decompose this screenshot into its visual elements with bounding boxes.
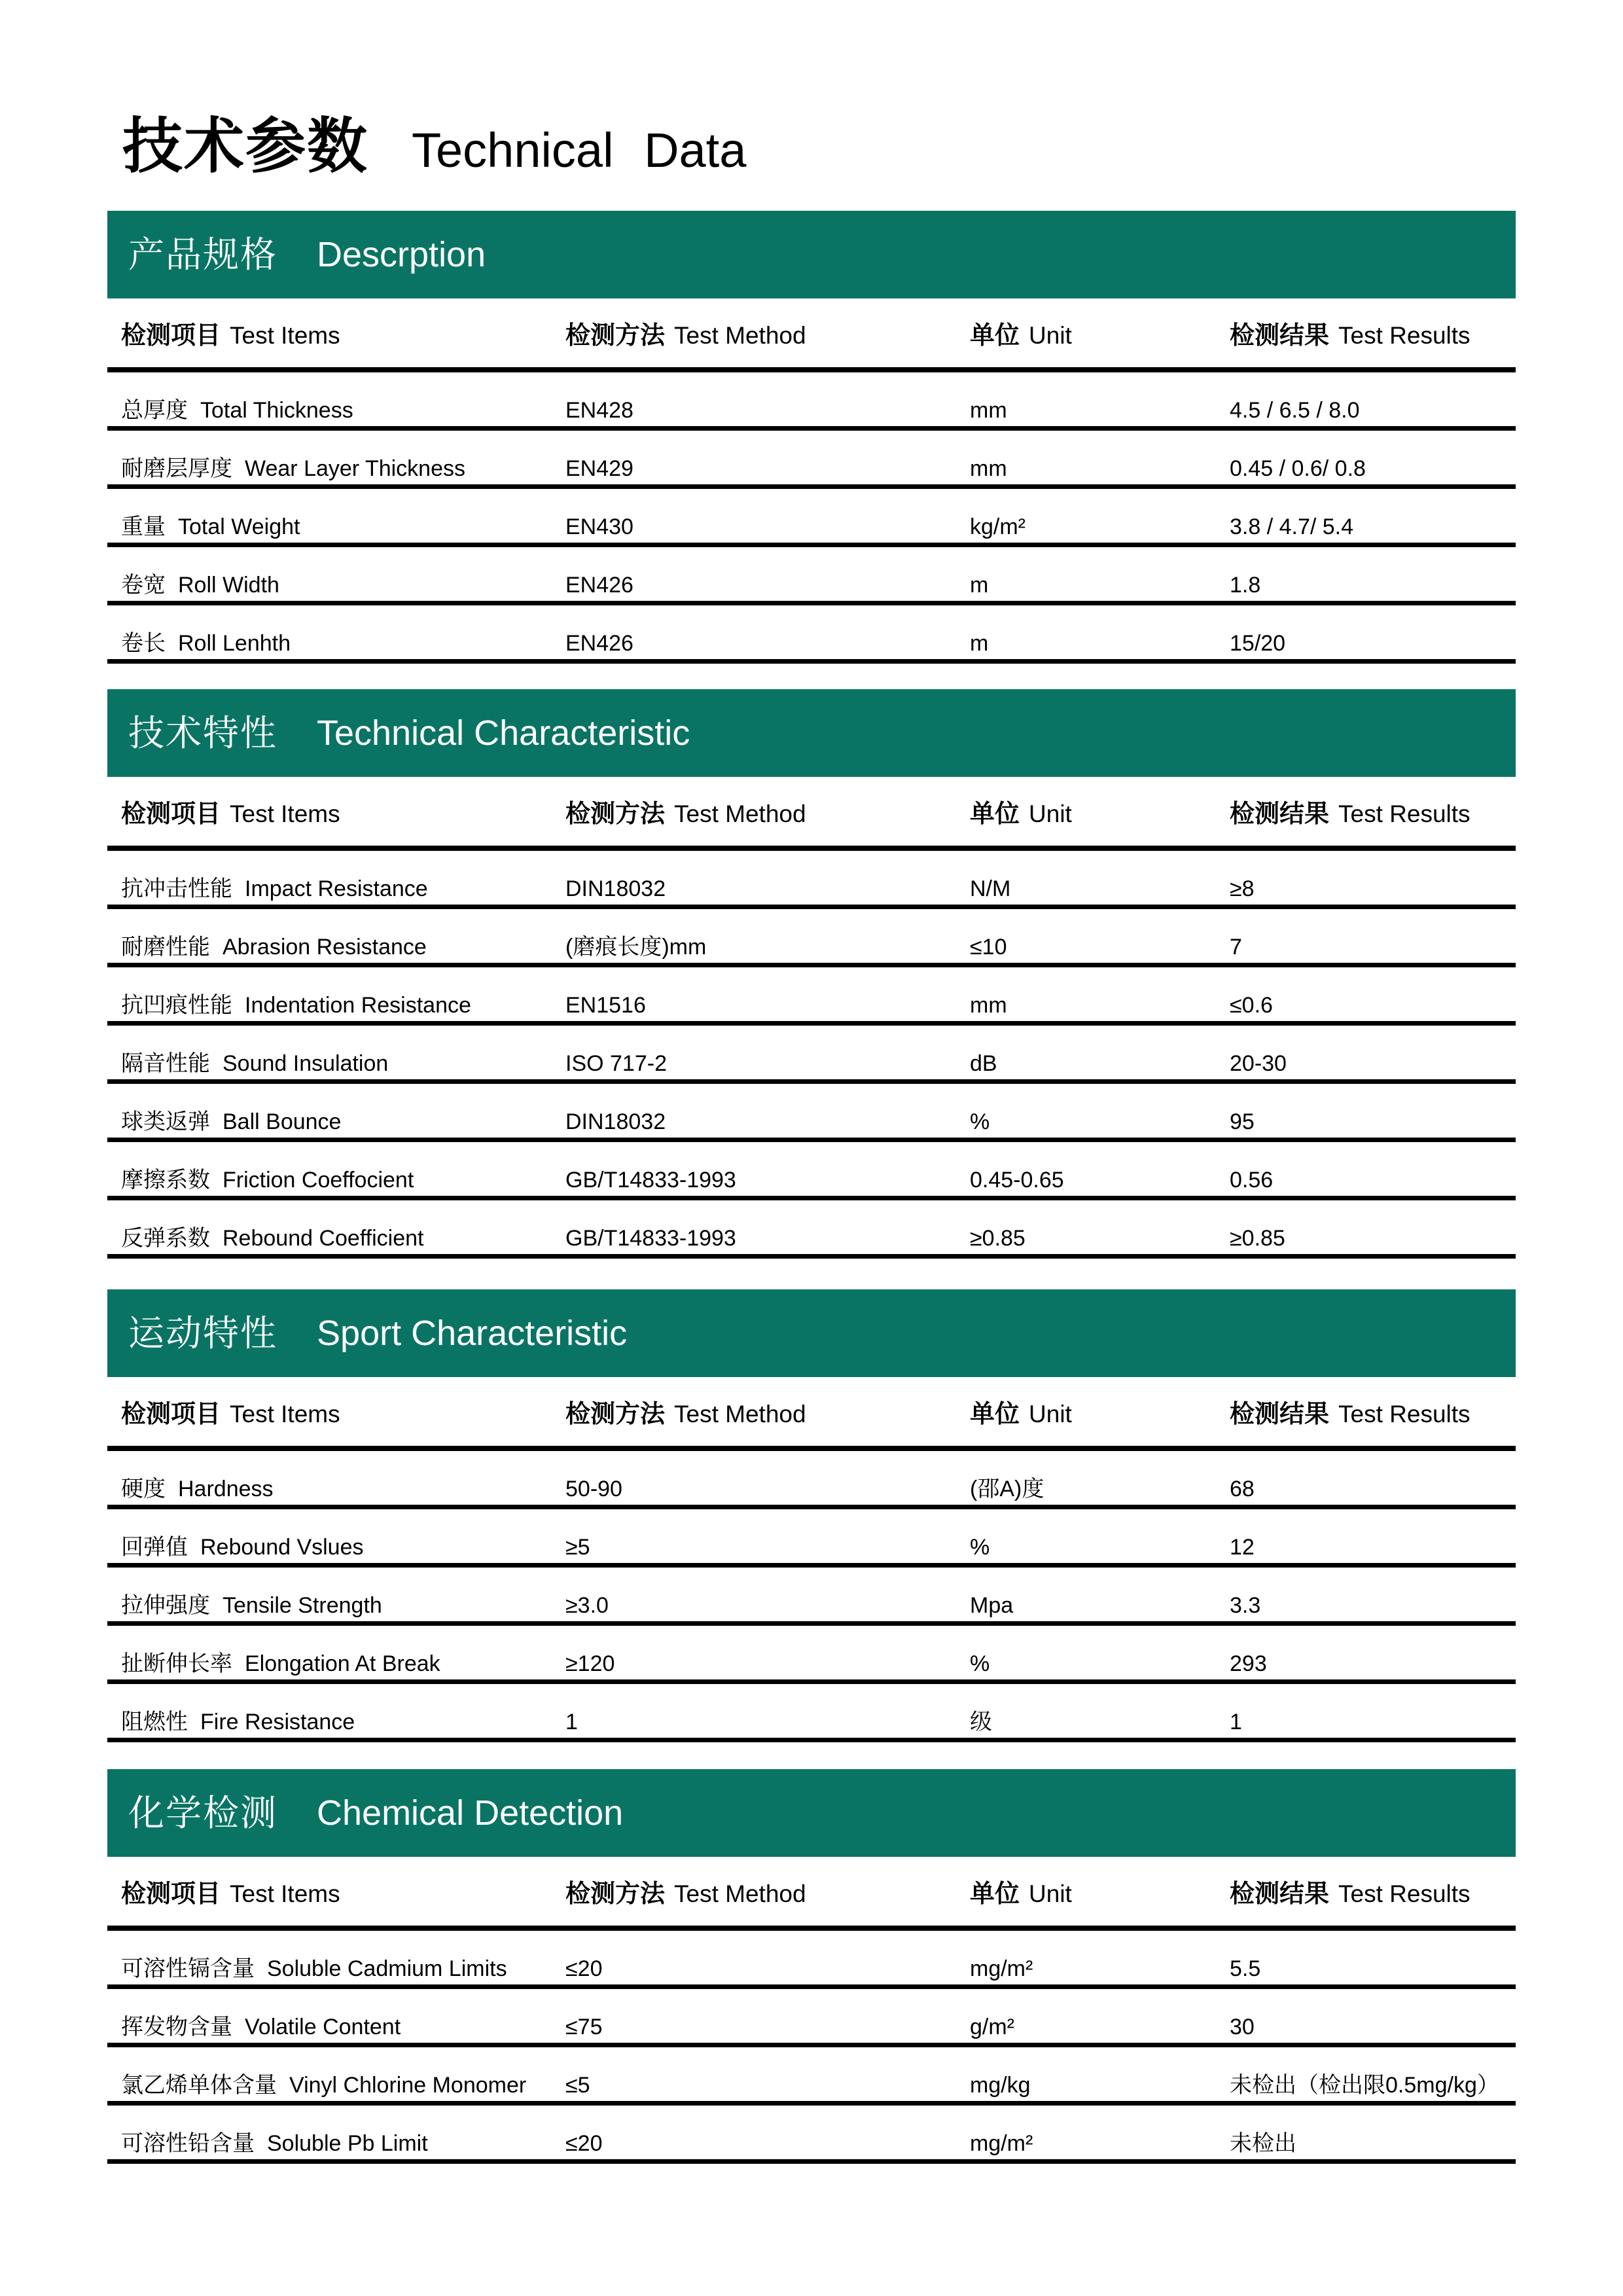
unit-cell: N/M — [970, 876, 1011, 901]
th-test-method — [565, 315, 970, 351]
item-en: Roll Width — [178, 572, 279, 598]
method-cell: GB/T14833-1993 — [565, 1225, 736, 1251]
table-row — [107, 1989, 1516, 2047]
section-title-zh: 化学检测 — [128, 1792, 278, 1833]
item-zh: 硬度 — [121, 1476, 166, 1501]
result-cell: 5.5 — [1230, 1956, 1261, 1981]
section-header-bar — [107, 211, 1516, 298]
item-cell — [121, 1651, 565, 1677]
table-row — [107, 547, 1516, 605]
item-en: Fire Resistance — [200, 1709, 355, 1734]
item-en: Soluble Cadmium Limits — [267, 1956, 507, 1981]
th-unit-en: Unit — [1029, 322, 1072, 349]
th-test-items-en: Test Items — [230, 1401, 340, 1427]
th-test-results — [1230, 793, 1516, 829]
item-zh: 卷宽 — [121, 572, 166, 598]
table-row — [107, 1509, 1516, 1568]
item-zh: 阻燃性 — [121, 1709, 188, 1734]
th-test-method-en: Test Method — [674, 322, 806, 349]
th-unit-en: Unit — [1029, 1401, 1072, 1427]
table-header-row — [107, 1377, 1516, 1451]
table-row — [107, 1084, 1516, 1142]
item-en: Volatile Content — [245, 2014, 401, 2039]
item-cell — [121, 2015, 565, 2040]
item-zh: 可溶性镉含量 — [121, 1956, 255, 1981]
method-cell: DIN18032 — [565, 876, 666, 901]
unit-cell: mg/kg — [970, 2072, 1031, 2098]
unit-cell: m — [970, 572, 989, 598]
unit-cell: mg/m² — [970, 1956, 1033, 1981]
unit-cell: % — [970, 1651, 990, 1676]
result-cell: 12 — [1230, 1534, 1255, 1560]
item-cell — [121, 1956, 565, 1982]
method-cell: ≥5 — [565, 1534, 590, 1560]
item-cell — [121, 1477, 565, 1502]
th-test-method-en: Test Method — [674, 800, 806, 827]
th-test-items-zh: 检测项目 — [121, 1401, 221, 1428]
item-en: Friction Coeffocient — [223, 1167, 414, 1193]
item-cell — [121, 1710, 565, 1735]
method-cell: EN1516 — [565, 992, 646, 1018]
section-header-bar — [107, 689, 1516, 777]
method-cell: ≤20 — [565, 2130, 603, 2156]
table-row — [107, 489, 1516, 547]
item-en: Total Weight — [178, 514, 300, 539]
item-zh: 卷长 — [121, 630, 166, 656]
th-test-results-zh: 检测结果 — [1230, 322, 1330, 350]
result-cell: 3.8 / 4.7/ 5.4 — [1230, 514, 1354, 539]
result-cell: ≤0.6 — [1230, 992, 1273, 1018]
item-en: Ball Bounce — [223, 1109, 342, 1134]
item-zh: 反弹系数 — [121, 1225, 210, 1251]
method-cell: EN430 — [565, 514, 633, 539]
item-zh: 抗冲击性能 — [121, 876, 232, 901]
method-cell: EN428 — [565, 397, 633, 423]
th-test-results — [1230, 1873, 1516, 1909]
table-row — [107, 1200, 1516, 1259]
section-technical-characteristic — [107, 689, 1516, 1259]
result-cell: 0.45 / 0.6/ 0.8 — [1230, 456, 1366, 481]
unit-cell: kg/m² — [970, 514, 1026, 539]
result-cell: 未检出 — [1230, 2130, 1296, 2156]
th-test-method-zh: 检测方法 — [565, 800, 666, 828]
section-header-bar — [107, 1769, 1516, 1857]
item-zh: 抗凹痕性能 — [121, 992, 232, 1018]
table-row — [107, 1451, 1516, 1509]
th-test-results-zh: 检测结果 — [1230, 800, 1330, 828]
unit-cell: (邵A)度 — [970, 1476, 1044, 1501]
item-en: Soluble Pb Limit — [267, 2130, 428, 2156]
unit-cell: dB — [970, 1050, 997, 1076]
section-title-en: Chemical Detection — [317, 1793, 624, 1833]
item-en: Sound Insulation — [223, 1050, 389, 1076]
section-chemical-detection — [107, 1769, 1516, 2164]
unit-cell: 级 — [970, 1709, 992, 1734]
page-title-en: Technical Data — [412, 123, 747, 177]
table-row — [107, 1684, 1516, 1742]
item-en: Vinyl Chlorine Monomer — [289, 2072, 527, 2098]
th-test-results — [1230, 1393, 1516, 1429]
method-cell: EN426 — [565, 572, 633, 598]
item-cell — [121, 1593, 565, 1619]
item-en: Indentation Resistance — [245, 992, 471, 1018]
table-row — [107, 2106, 1516, 2164]
method-cell: ≤5 — [565, 2072, 590, 2098]
unit-cell: g/m² — [970, 2014, 1014, 2039]
item-en: Impact Resistance — [245, 876, 428, 901]
unit-cell: ≥0.85 — [970, 1225, 1026, 1251]
item-zh: 氯乙烯单体含量 — [121, 2072, 277, 2098]
th-test-method — [565, 793, 970, 829]
method-cell: ≥3.0 — [565, 1592, 609, 1618]
th-unit-en: Unit — [1029, 1880, 1072, 1907]
item-cell — [121, 876, 565, 902]
result-cell: 95 — [1230, 1109, 1255, 1134]
method-cell: (磨痕长度)mm — [565, 934, 707, 960]
item-en: Hardness — [178, 1476, 274, 1501]
th-test-method-en: Test Method — [674, 1880, 806, 1907]
item-cell — [121, 1535, 565, 1560]
section-title-zh: 运动特性 — [128, 1312, 278, 1354]
section-description — [107, 211, 1516, 664]
table-row — [107, 431, 1516, 489]
method-cell: 1 — [565, 1709, 578, 1734]
item-zh: 挥发物含量 — [121, 2014, 232, 2039]
result-cell: 3.3 — [1230, 1592, 1261, 1618]
th-unit-zh: 单位 — [970, 1401, 1020, 1428]
result-cell: 4.5 / 6.5 / 8.0 — [1230, 397, 1360, 423]
th-test-items — [121, 1873, 565, 1909]
th-test-results-en: Test Results — [1338, 322, 1471, 349]
th-unit-en: Unit — [1029, 800, 1072, 827]
item-cell — [121, 1226, 565, 1251]
item-cell — [121, 456, 565, 482]
table-row — [107, 2047, 1516, 2106]
item-cell — [121, 1168, 565, 1193]
item-zh: 拉伸强度 — [121, 1592, 210, 1618]
section-title-zh: 产品规格 — [128, 234, 278, 275]
result-cell: ≥0.85 — [1230, 1225, 1285, 1251]
th-test-results — [1230, 315, 1516, 351]
result-cell: 1.8 — [1230, 572, 1261, 598]
item-en: Tensile Strength — [223, 1592, 382, 1618]
table-row — [107, 967, 1516, 1026]
method-cell: DIN18032 — [565, 1109, 666, 1134]
th-test-items — [121, 793, 565, 829]
table-row — [107, 1142, 1516, 1200]
method-cell: ≥120 — [565, 1651, 615, 1676]
item-zh: 隔音性能 — [121, 1050, 210, 1076]
item-cell — [121, 2131, 565, 2157]
th-test-items-zh: 检测项目 — [121, 322, 221, 350]
th-test-items-zh: 检测项目 — [121, 1880, 221, 1908]
result-cell: 1 — [1230, 1709, 1242, 1734]
th-test-items — [121, 315, 565, 351]
item-en: Roll Lenhth — [178, 630, 291, 656]
section-header-bar — [107, 1289, 1516, 1377]
result-cell: 7 — [1230, 934, 1242, 960]
item-en: Abrasion Resistance — [223, 934, 427, 960]
th-unit — [970, 1873, 1230, 1909]
item-en: Rebound Vslues — [200, 1534, 364, 1560]
item-cell — [121, 1109, 565, 1135]
section-title-en: Technical Characteristic — [317, 713, 690, 753]
th-unit — [970, 793, 1230, 829]
th-unit-zh: 单位 — [970, 800, 1020, 828]
item-zh: 球类返弹 — [121, 1109, 210, 1134]
unit-cell: ≤10 — [970, 934, 1007, 960]
section-sport-characteristic — [107, 1289, 1516, 1742]
th-test-results-en: Test Results — [1338, 1401, 1471, 1427]
page-title-zh: 技术参数 — [122, 113, 369, 180]
result-cell: 20-30 — [1230, 1050, 1287, 1076]
item-en: Total Thickness — [200, 397, 353, 423]
th-unit-zh: 单位 — [970, 1880, 1020, 1908]
item-cell — [121, 573, 565, 598]
item-zh: 回弹值 — [121, 1534, 188, 1560]
table-header-row — [107, 777, 1516, 851]
section-title-zh: 技术特性 — [128, 712, 278, 753]
unit-cell: % — [970, 1109, 990, 1134]
unit-cell: mm — [970, 456, 1007, 481]
method-cell: EN426 — [565, 630, 633, 656]
table-row — [107, 1931, 1516, 1989]
th-unit-zh: 单位 — [970, 322, 1020, 350]
th-unit — [970, 1393, 1230, 1429]
section-title-en: Sport Characteristic — [317, 1314, 628, 1353]
method-cell: GB/T14833-1993 — [565, 1167, 736, 1193]
table-row — [107, 851, 1516, 909]
item-cell — [121, 1051, 565, 1077]
result-cell: 0.56 — [1230, 1167, 1274, 1193]
item-zh: 摩擦系数 — [121, 1167, 210, 1193]
item-en: Elongation At Break — [245, 1651, 440, 1676]
th-test-items-zh: 检测项目 — [121, 800, 221, 828]
item-en: Rebound Coefficient — [223, 1225, 424, 1251]
table-row — [107, 1026, 1516, 1084]
item-zh: 耐磨层厚度 — [121, 456, 232, 481]
result-cell: ≥8 — [1230, 876, 1255, 901]
item-cell — [121, 398, 565, 423]
th-test-results-zh: 检测结果 — [1230, 1401, 1330, 1428]
unit-cell: Mpa — [970, 1592, 1014, 1618]
th-test-method-zh: 检测方法 — [565, 1401, 666, 1428]
unit-cell: mm — [970, 992, 1007, 1018]
table-header-row — [107, 298, 1516, 372]
item-zh: 重量 — [121, 514, 166, 539]
method-cell: EN429 — [565, 456, 633, 481]
th-test-method — [565, 1393, 970, 1429]
item-cell — [121, 993, 565, 1018]
method-cell: ISO 717-2 — [565, 1050, 667, 1076]
unit-cell: m — [970, 630, 989, 656]
item-zh: 扯断伸长率 — [121, 1651, 232, 1676]
item-cell — [121, 514, 565, 540]
result-cell: 未检出（检出限0.5mg/kg） — [1230, 2072, 1499, 2098]
result-cell: 15/20 — [1230, 630, 1286, 656]
th-test-results-en: Test Results — [1338, 1880, 1471, 1907]
page-title — [122, 113, 747, 180]
unit-cell: mg/m² — [970, 2130, 1033, 2156]
result-cell: 293 — [1230, 1651, 1267, 1676]
method-cell: ≤75 — [565, 2014, 603, 2039]
th-test-method-zh: 检测方法 — [565, 322, 666, 350]
table-row — [107, 1626, 1516, 1684]
result-cell: 30 — [1230, 2014, 1255, 2039]
table-header-row — [107, 1857, 1516, 1931]
item-zh: 可溶性铅含量 — [121, 2130, 255, 2156]
th-test-method — [565, 1873, 970, 1909]
item-cell — [121, 2073, 565, 2098]
th-unit — [970, 315, 1230, 351]
th-test-method-en: Test Method — [674, 1401, 806, 1427]
result-cell: 68 — [1230, 1476, 1255, 1501]
th-test-results-en: Test Results — [1338, 800, 1471, 827]
section-title-en: Descrption — [317, 235, 486, 274]
table-row — [107, 372, 1516, 431]
method-cell: 50-90 — [565, 1476, 622, 1501]
item-zh: 耐磨性能 — [121, 934, 210, 960]
unit-cell: mm — [970, 397, 1007, 423]
method-cell: ≤20 — [565, 1956, 603, 1981]
item-cell — [121, 631, 565, 656]
th-test-items-en: Test Items — [230, 1880, 340, 1907]
th-test-items-en: Test Items — [230, 800, 340, 827]
table-row — [107, 1568, 1516, 1626]
th-test-results-zh: 检测结果 — [1230, 1880, 1330, 1908]
th-test-items — [121, 1393, 565, 1429]
table-row — [107, 909, 1516, 967]
unit-cell: % — [970, 1534, 990, 1560]
item-en: Wear Layer Thickness — [245, 456, 465, 481]
th-test-method-zh: 检测方法 — [565, 1880, 666, 1908]
item-zh: 总厚度 — [121, 397, 188, 423]
table-row — [107, 605, 1516, 664]
th-test-items-en: Test Items — [230, 322, 340, 349]
unit-cell: 0.45-0.65 — [970, 1167, 1064, 1193]
item-cell — [121, 935, 565, 960]
